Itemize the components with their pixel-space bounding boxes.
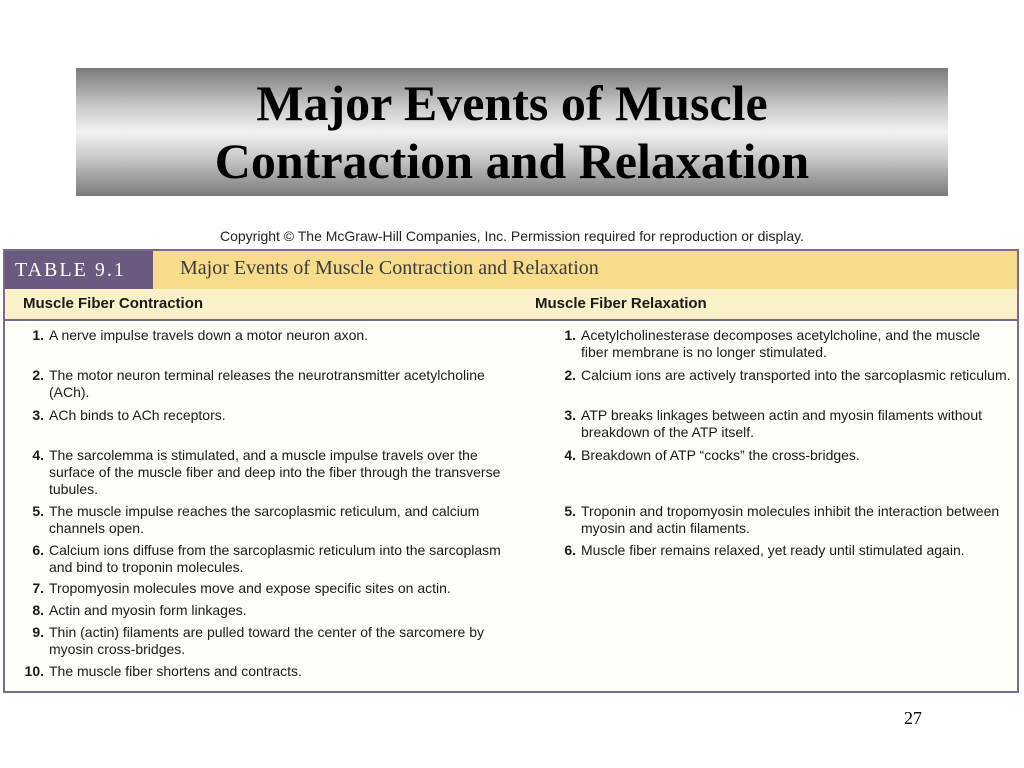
list-item bbox=[19, 542, 509, 576]
item-number: 4. bbox=[32, 447, 44, 463]
events-table bbox=[3, 249, 1019, 693]
slide-title-line-1: Major Events of Muscle bbox=[256, 75, 768, 131]
item-number: 4. bbox=[564, 447, 576, 463]
item-number: 6. bbox=[564, 542, 576, 558]
item-number: 3. bbox=[564, 407, 576, 423]
list-item bbox=[551, 503, 1011, 537]
item-text: Breakdown of ATP “cocks” the cross-bridges. bbox=[581, 447, 860, 463]
table-header bbox=[5, 251, 1017, 290]
item-number: 8. bbox=[32, 602, 44, 618]
item-number: 9. bbox=[32, 624, 44, 640]
item-text: Actin and myosin form linkages. bbox=[49, 602, 247, 618]
column-header-row bbox=[5, 289, 1017, 321]
item-text: Calcium ions are actively transported into the sarcoplasmic reticulum. bbox=[581, 367, 1011, 383]
item-text: A nerve impulse travels down a motor neuron axon. bbox=[49, 327, 369, 343]
item-number: 1. bbox=[32, 327, 44, 343]
item-number: 6. bbox=[32, 542, 44, 558]
item-text: Tropomyosin molecules move and expose specific sites on actin. bbox=[49, 580, 451, 596]
item-text: Troponin and tropomyosin molecules inhibit the interaction between myosin and actin filaments. bbox=[581, 503, 1000, 536]
slide-title-banner bbox=[76, 68, 948, 196]
item-text: Acetylcholinesterase decomposes acetylcholine, and the muscle fiber membrane is no longer stimulated. bbox=[581, 327, 981, 360]
column-header-contraction: Muscle Fiber Contraction bbox=[23, 295, 204, 312]
list-item bbox=[19, 447, 509, 498]
item-number: 3. bbox=[32, 407, 44, 423]
item-text: Thin (actin) filaments are pulled toward the center of the sarcomere by myosin cross-bridges. bbox=[49, 624, 484, 657]
list-item bbox=[19, 624, 509, 658]
table-caption: Major Events of Muscle Contraction and Relaxation bbox=[180, 257, 599, 279]
item-text: Calcium ions diffuse from the sarcoplasmic reticulum into the sarcoplasm and bind to troponin molecules. bbox=[49, 542, 501, 575]
list-item bbox=[19, 407, 509, 424]
list-item bbox=[19, 663, 509, 680]
item-number: 10. bbox=[24, 663, 44, 679]
list-item bbox=[551, 407, 1011, 441]
list-item bbox=[19, 503, 509, 537]
list-item bbox=[551, 367, 1011, 384]
item-number: 5. bbox=[564, 503, 576, 519]
item-number: 2. bbox=[564, 367, 576, 383]
item-text: Muscle fiber remains relaxed, yet ready until stimulated again. bbox=[581, 542, 965, 558]
list-item bbox=[551, 447, 1011, 464]
list-item bbox=[19, 580, 509, 597]
item-text: The muscle fiber shortens and contracts. bbox=[49, 663, 302, 679]
item-text: ATP breaks linkages between actin and myosin filaments without breakdown of the ATP itself. bbox=[581, 407, 983, 440]
item-number: 2. bbox=[32, 367, 44, 383]
column-header-relaxation: Muscle Fiber Relaxation bbox=[535, 295, 707, 312]
item-text: ACh binds to ACh receptors. bbox=[49, 407, 226, 423]
table-number-tag: TABLE 9.1 bbox=[5, 251, 153, 289]
item-text: The sarcolemma is stimulated, and a muscle impulse travels over the surface of the muscle fiber and deep into the fiber through the transverse tubules. bbox=[49, 447, 501, 497]
item-number: 1. bbox=[564, 327, 576, 343]
slide-title-line-2: Contraction and Relaxation bbox=[214, 133, 810, 189]
item-number: 7. bbox=[32, 580, 44, 596]
list-item bbox=[551, 327, 1011, 361]
page-number: 27 bbox=[904, 708, 922, 728]
copyright-text: Copyright © The McGraw-Hill Companies, Inc. Permission required for reproduction or display. bbox=[219, 228, 805, 244]
item-text: The motor neuron terminal releases the neurotransmitter acetylcholine (ACh). bbox=[49, 367, 485, 400]
list-item bbox=[19, 602, 509, 619]
copyright-notice bbox=[0, 228, 1024, 244]
list-item bbox=[19, 327, 509, 344]
list-item bbox=[19, 367, 509, 401]
item-number: 5. bbox=[32, 503, 44, 519]
item-text: The muscle impulse reaches the sarcoplasmic reticulum, and calcium channels open. bbox=[49, 503, 480, 536]
list-item bbox=[551, 542, 1011, 559]
